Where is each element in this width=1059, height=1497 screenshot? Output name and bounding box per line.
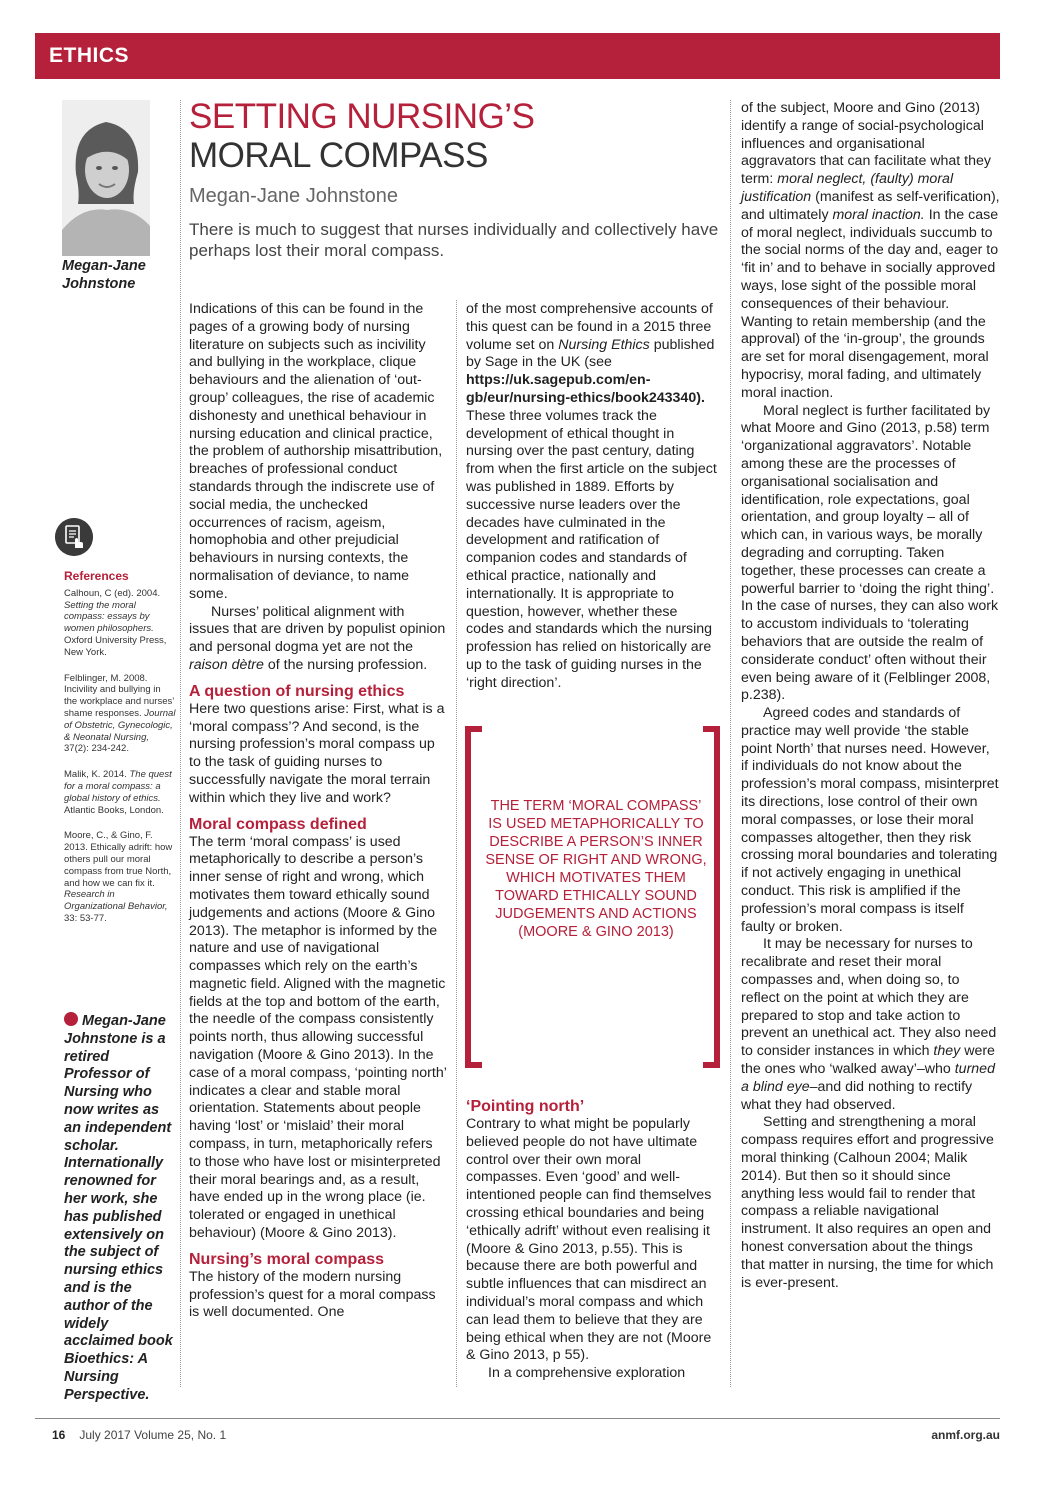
paragraph: The term ‘moral compass’ is used metaphorically to describe a person’s inner sense of right and wrong, which motivates them toward ethically sound judgements and actions (Moore & Gino 2013). The metaphor is informed by the nature and use of navigational compasses which rely on the earth’s magnetic field. Aligned with the magnetic fields at the top and bottom of the earth, the needle of the compass consistently points north, thus allowing successful navigation (Moore & Gino 2013). In the case of a moral compass, ‘pointing north’ indicates a clear and stable moral orientation. Statements about people having ‘lost’ or ‘mislaid’ their moral compass, in turn, metaphorically refers to those who have lost or misinterpreted their moral bearings and, as a result, have ended up in the wrong place (ie. tolerated or engaged in unethical behaviour) (Moore & Gino 2013). (189, 833, 447, 1242)
footer-website[interactable]: anmf.org.au (931, 1428, 1000, 1442)
pullquote: THE TERM ‘MORAL COMPASS’ IS USED METAPHORICALLY TO DESCRIBE A PERSON’S INNER SENSE OF RIGHT AND WRONG, WHICH MOTIVATES THEM TOWARD ETHICALLY SOUND JUDGEMENTS AND ACTIONS (MOORE & GINO 2013) (485, 798, 707, 940)
paragraph: The history of the modern nursing profession’s quest for a moral compass is well documented. One (189, 1268, 436, 1321)
issue-info: July 2017 Volume 25, No. 1 (79, 1428, 227, 1442)
paragraph: of the subject, Moore and Gino (2013) identify a range of social-psychological influences and organisational aggravators that can facilitate what they term: moral neglect, (faulty) moral justification (manifest as self-verification), and ultimately moral inaction. In the case of moral neglect, individuals succumb to the social norms of the day and, eager to ‘fit in’ and to behave in socially approved ways, lose sight of the possible moral consequences of their behaviour. Wanting to retain membership (and the approval) of the ‘in-group’, the grounds are set for moral disengagement, moral hypocrisy, moral fading, and ultimately moral inaction. (741, 100, 1000, 401)
reference-item: Moore, C., & Gino, F. 2013. Ethically adrift: how others pull our moral compass from true North, and how we can fix it. Research in Organizational Behavior, 33: 53-77. (64, 830, 173, 924)
column-divider (456, 300, 457, 1387)
reference-item: Calhoun, C (ed). 2004. Setting the moral compass: essays by women philosophers. Oxford University Press, New York. (64, 587, 167, 658)
references (64, 571, 176, 939)
paragraph: Agreed codes and standards of practice may well provide ‘the stable point North’ that nurses need. However, if individuals do not know about the profession’s moral compass, misinterpret its directions, lose control of their own moral compasses, or lose their moral compasses altogether, then they risk crossing moral boundaries and tolerating if not actively engaging in unethical conduct. This risk is amplified if the profession’s moral compass is itself faulty or broken. (741, 705, 999, 935)
paragraph: Setting and strengthening a moral compass requires effort and progressive moral thinking (Calhoun 2004; Malik 2014). But then so it should since anything less would fail to render that compass a reliable navigational instrument. It also requires an open and honest conversation about the things that matter in nursing, the time for which is ever-present. (741, 1114, 994, 1291)
footer-issue (52, 1428, 226, 1442)
article-column-3 (741, 100, 1000, 1292)
section-banner (35, 33, 1000, 79)
sagepub-link[interactable]: https://uk.sagepub.com/en-gb/eur/nursing-ethics/book243340). (466, 372, 705, 406)
subheading: Moral compass defined (189, 815, 367, 833)
paragraph: of the most comprehensive accounts of this quest can be found in a 2015 three volume set on Nursing Ethics published by Sage in the UK (see https://uk.sagepub.com/en-gb/eur/nursing-ethics/book243340). These three volumes track the development of ethical thought in nursing over the past century, dating from when the first article on the subject was published in 1889. Efforts by successive nurse leaders over the decades have culminated in the development and ratification of companion codes and standards of ethical practice, nationally and internationally. It is appropriate to question, however, whether these codes and standards which the nursing profession has relied on historically are up to the task of guiding nurses in the ‘right direction’. (466, 301, 717, 691)
subheading: A question of nursing ethics (189, 682, 405, 700)
references-heading: References (64, 569, 129, 583)
author-bio: Megan-Jane Johnstone is a retired Professor of Nursing who now writes as an independent scholar. Internationally renowned for her work, she has published extensively on the subject of nursing ethics and is the author of the widely acclaimed book Bioethics: A Nursing Perspective. (64, 1013, 173, 1403)
column-divider (730, 100, 731, 1387)
paragraph: Here two questions arise: First, what is a ‘moral compass’? And second, is the nursing profession’s moral compass up to the task of guiding nurses to successfully navigate the moral terrain within which they live and work? (189, 700, 445, 806)
paragraph: Moral neglect is further facilitated by what Moore and Gino (2013, p.58) term ‘organizational aggravators’. Notable among these are the processes of organisational socialisation and identification, role expectations, goal orientation, and group loyalty – all of which can, in various ways, be morally degrading and corrupting. Taken together, these processes can create a powerful barrier to ‘doing the right thing’. In the case of nurses, they can also work to accustom individuals to ‘tolerating behaviors that are outside the realm of considerate conduct’ often without their even being aware of it (Felblinger 2008, p.238). (741, 402, 999, 704)
subheading: ‘Pointing north’ (466, 1098, 585, 1115)
paragraph: Nurses’ political alignment with issues that are driven by populist opinion and personal dogma yet are not the raison dètre of the nursing profession. (189, 603, 446, 673)
subheading: Nursing’s moral compass (189, 1250, 385, 1268)
paragraph: Contrary to what might be popularly believed people do not have ultimate control over their own moral compasses. Even ‘good’ and well-intentioned people can find themselves crossing ethical boundaries and being ‘ethically adrift’ without even realising it (Moore & Gino 2013, p.55). This is because there are both powerful and subtle influences that can misdirect an individual’s moral compass and which can lead them to believe that they are being ethical when they are not (Moore & Gino 2013, p 55). (466, 1116, 712, 1364)
footer-rule (35, 1418, 1000, 1419)
article-column-1 (189, 301, 447, 1322)
article-column-2-lower (466, 1098, 718, 1383)
section-label: ETHICS (49, 44, 130, 67)
pullquote-bracket-left (465, 726, 482, 1068)
author-photo (62, 100, 150, 256)
byline: Megan-Jane Johnstone (189, 185, 399, 207)
headline-line-2: MORAL COMPASS (189, 136, 488, 175)
paragraph: It may be necessary for nurses to recalibrate and reset their moral compasses and, when doing so, to reflect on the point at which they are prepared to stop and take action to prevent an unethical act. They also need to consider instances in which they were the ones who ‘walked away’–who turned a blind eye–and did nothing to rectify what they had observed. (741, 936, 997, 1113)
article-column-2 (466, 301, 718, 693)
reference-item: Malik, K. 2014. The quest for a moral compass: a global history of ethics. Atlantic Books, London. (64, 769, 172, 816)
column-divider (180, 100, 181, 1387)
standfirst: There is much to suggest that nurses individually and collectively have perhaps lost their moral compass. (189, 220, 719, 260)
reference-item: Felblinger, M. 2008. Incivility and bullying in the workplace and nurses’ shame responses. Journal of Obstetric, Gynecologic, & Neonatal Nursing, 37(2): 234-242. (64, 672, 176, 755)
headline-line-1: SETTING NURSING’S (189, 97, 535, 136)
pen-icon (64, 1012, 78, 1026)
author-caption: Megan-Jane Johnstone (62, 258, 146, 292)
paragraph: In a comprehensive exploration (488, 1365, 686, 1382)
paragraph: Indications of this can be found in the pages of a growing body of nursing literature on subjects such as incivility and bullying in the workplace, clique behaviours and the alienation of ‘out-group’ colleagues, the rise of academic dishonesty and unethical behaviour in nursing education and clinical practice, the problem of authorship misattribution, breaches of professional conduct standards through the indiscrete use of social media, the unchecked occurrences of racism, ageism, homophobia and other prejudicial behaviours in nursing contexts, the normalisation of deviance, to name some. (189, 301, 443, 602)
page-number: 16 (52, 1428, 66, 1442)
document-hand-icon (55, 518, 93, 556)
